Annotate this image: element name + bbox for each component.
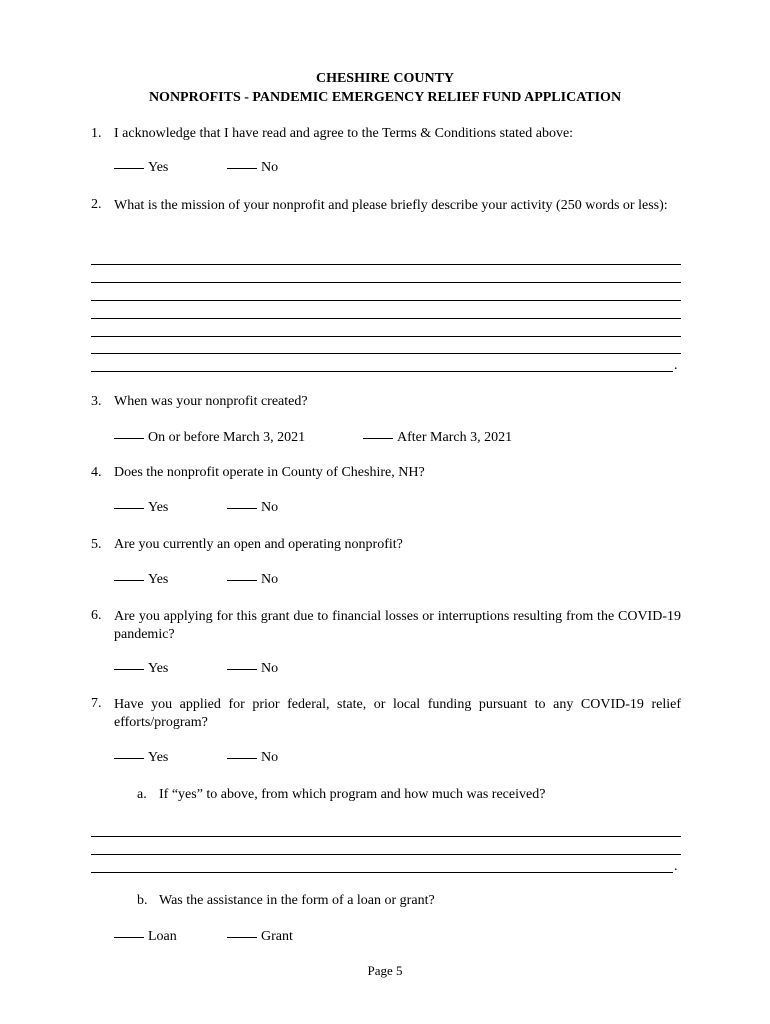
answer-blank[interactable] <box>114 507 144 509</box>
question-text: Does the nonprofit operate in County of Cheshire, NH? <box>114 465 425 480</box>
answer-line[interactable] <box>91 371 673 372</box>
question-number: 7. <box>91 696 102 711</box>
answer-blank[interactable] <box>363 437 393 439</box>
option-yes[interactable]: Yes <box>114 750 168 766</box>
question-text: Are you applying for this grant due to financial losses or interruptions resulting from the COVID-19 pandemic? <box>114 609 681 642</box>
answer-blank[interactable] <box>114 668 144 670</box>
option-no[interactable]: No <box>227 661 278 677</box>
page-number: Page 5 <box>367 963 403 978</box>
answer-blank[interactable] <box>114 757 144 759</box>
subquestion-text: If “yes” to above, from which program and how much was received? <box>159 787 546 802</box>
answer-blank[interactable] <box>114 437 144 439</box>
question-text: What is the mission of your nonprofit and please briefly describe your activity (250 words or less): <box>114 198 668 213</box>
option-yes[interactable]: Yes <box>114 500 168 516</box>
answer-blank[interactable] <box>227 936 257 938</box>
form-county-title: CHESHIRE COUNTY <box>315 71 455 86</box>
question-text: Have you applied for prior federal, state, or local funding pursuant to any COVID-19 relief efforts/program? <box>114 697 681 730</box>
option-on-or-before[interactable]: On or before March 3, 2021 <box>114 430 305 446</box>
answer-blank[interactable] <box>114 167 144 169</box>
answer-blank[interactable] <box>114 936 144 938</box>
answer-line[interactable] <box>91 353 681 354</box>
answer-line[interactable] <box>91 264 681 265</box>
answer-line[interactable] <box>91 318 681 319</box>
answer-blank[interactable] <box>227 757 257 759</box>
question-number: 1. <box>91 126 102 141</box>
answer-line[interactable] <box>91 282 681 283</box>
question-number: 2. <box>91 197 102 212</box>
question-number: 6. <box>91 608 102 623</box>
question-text: I acknowledge that I have read and agree to the Terms & Conditions stated above: <box>114 126 574 141</box>
question-text: When was your nonprofit created? <box>114 394 308 409</box>
line-end-period: . <box>674 859 678 874</box>
answer-blank[interactable] <box>114 579 144 581</box>
subquestion-label: b. <box>137 893 148 908</box>
answer-blank[interactable] <box>227 579 257 581</box>
option-no[interactable]: No <box>227 572 278 588</box>
answer-line[interactable] <box>91 854 681 855</box>
answer-line[interactable] <box>91 300 681 301</box>
question-text: Are you currently an open and operating nonprofit? <box>114 537 403 552</box>
option-no[interactable]: No <box>227 500 278 516</box>
subquestion-label: a. <box>137 787 147 802</box>
option-no[interactable]: No <box>227 160 278 176</box>
answer-blank[interactable] <box>227 507 257 509</box>
answer-line[interactable] <box>91 872 673 873</box>
answer-line[interactable] <box>91 836 681 837</box>
subquestion-text: Was the assistance in the form of a loan or grant? <box>159 893 435 908</box>
option-loan[interactable]: Loan <box>114 929 177 945</box>
answer-line[interactable] <box>91 336 681 337</box>
form-application-title: NONPROFITS - PANDEMIC EMERGENCY RELIEF FUND APPLICATION <box>148 90 622 105</box>
answer-blank[interactable] <box>227 668 257 670</box>
answer-blank[interactable] <box>227 167 257 169</box>
option-after[interactable]: After March 3, 2021 <box>363 430 512 446</box>
option-yes[interactable]: Yes <box>114 661 168 677</box>
question-number: 4. <box>91 465 102 480</box>
option-yes[interactable]: Yes <box>114 572 168 588</box>
option-no[interactable]: No <box>227 750 278 766</box>
option-yes[interactable]: Yes <box>114 160 168 176</box>
line-end-period: . <box>674 358 678 373</box>
question-number: 5. <box>91 537 102 552</box>
option-grant[interactable]: Grant <box>227 929 293 945</box>
question-number: 3. <box>91 394 102 409</box>
